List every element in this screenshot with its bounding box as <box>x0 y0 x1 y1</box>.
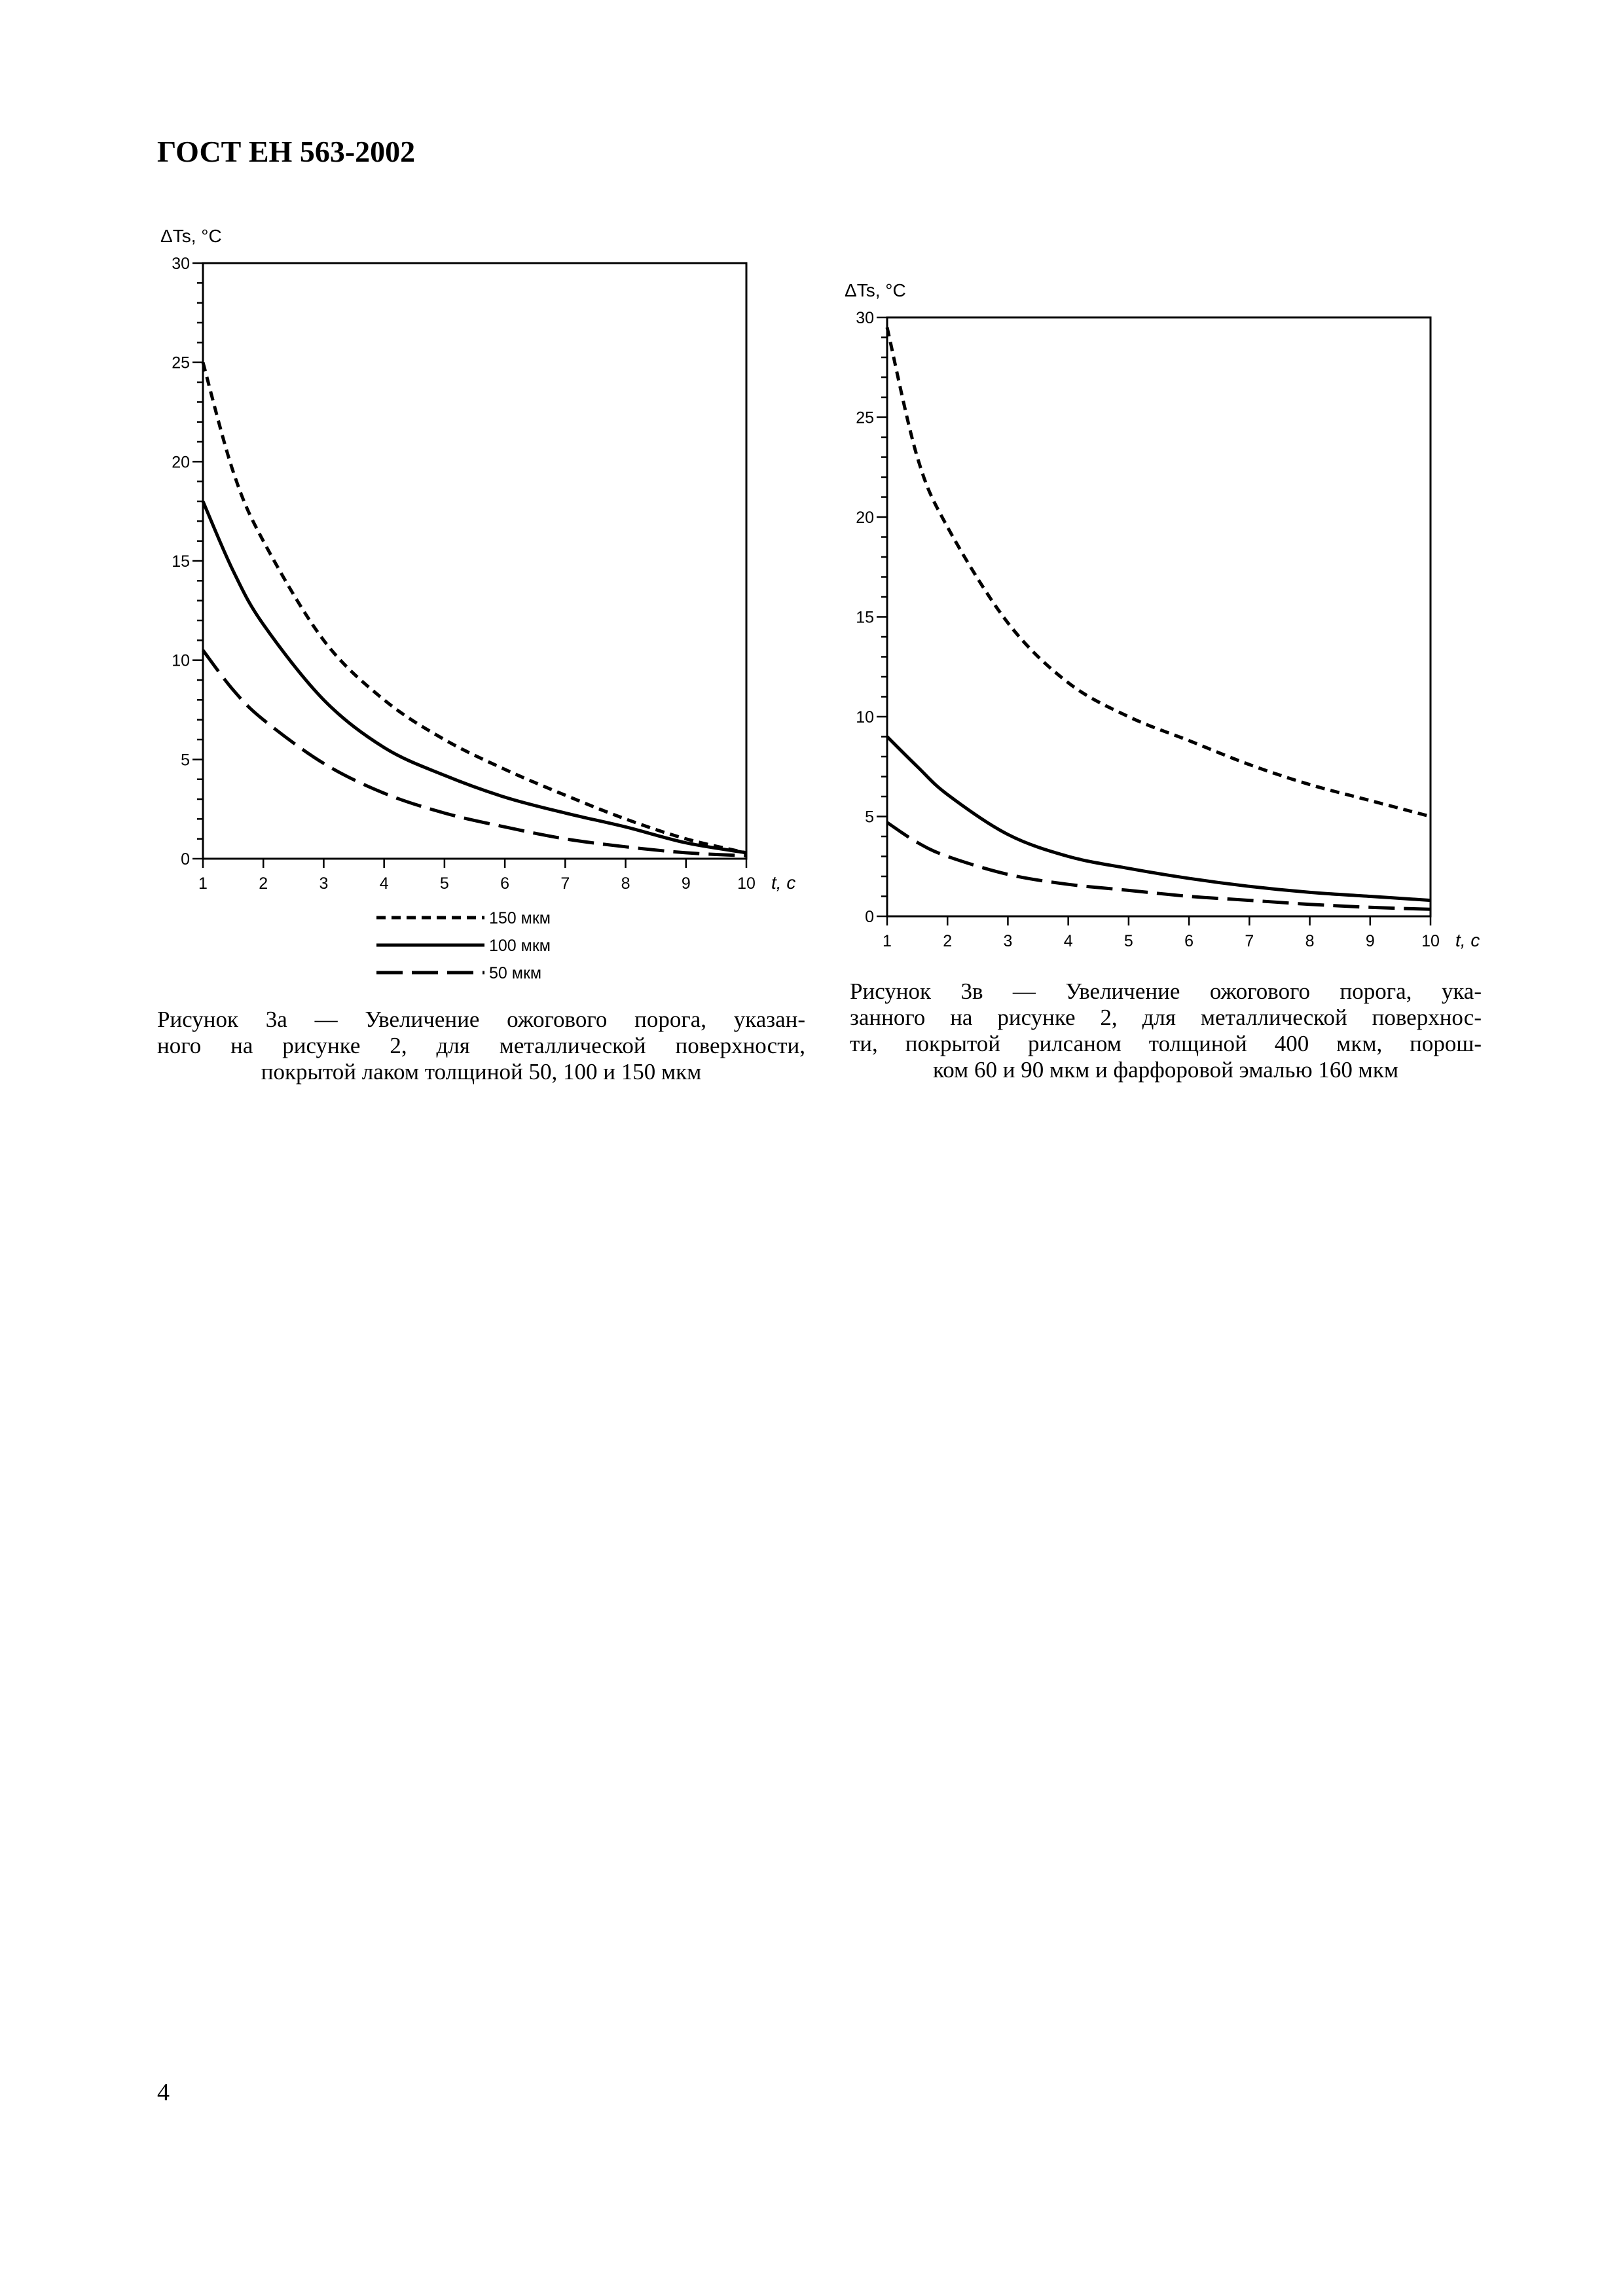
series-line-1 <box>203 363 746 853</box>
x-axis-label: t, с <box>1455 930 1480 950</box>
x-tick-label: 2 <box>943 932 953 950</box>
y-tick-label: 25 <box>172 353 190 372</box>
y-tick-label: 30 <box>856 309 874 327</box>
x-tick-label: 10 <box>1421 932 1440 950</box>
legend-label: 100 мкм <box>489 937 551 955</box>
y-tick-label: 15 <box>172 552 190 571</box>
x-tick-label: 1 <box>198 874 208 893</box>
page-number: 4 <box>157 2079 170 2106</box>
y-tick-label: 0 <box>865 908 874 926</box>
x-tick-label: 8 <box>1305 932 1315 950</box>
x-axis-label: t, с <box>771 872 796 893</box>
caption-line: ком 60 и 90 мкм и фарфоровой эмалью 160 мкм <box>933 1057 1398 1083</box>
caption-line: ного на рисунке 2, для металлической поверхности, <box>157 1033 805 1058</box>
x-tick-label: 6 <box>1184 932 1194 950</box>
plot-frame <box>203 263 746 859</box>
series-line-2 <box>887 737 1431 901</box>
x-tick-label: 7 <box>1245 932 1254 950</box>
x-tick-label: 3 <box>1003 932 1013 950</box>
caption-line: Рисунок 3в — Увеличение ожогового порога, ука- <box>850 978 1482 1004</box>
x-tick-label: 4 <box>1063 932 1073 950</box>
series-line-3 <box>203 651 746 856</box>
y-tick-label: 5 <box>865 808 874 827</box>
series-line-1 <box>887 327 1431 816</box>
chart-3b <box>845 280 1480 950</box>
caption-figure-3b <box>850 978 1482 1083</box>
x-tick-label: 5 <box>439 874 449 893</box>
y-tick-label: 15 <box>856 608 874 627</box>
page-title: ГОСТ ЕН 563-2002 <box>157 135 416 168</box>
y-tick-label: 10 <box>856 708 874 726</box>
y-tick-label: 20 <box>856 509 874 527</box>
caption-line: ти, покрытой рилсаном толщиной 400 мкм, порош- <box>850 1031 1482 1056</box>
legend-label: 150 мкм <box>489 909 551 927</box>
x-tick-label: 1 <box>883 932 892 950</box>
x-tick-label: 8 <box>621 874 630 893</box>
y-tick-label: 0 <box>181 850 190 869</box>
x-tick-label: 9 <box>1365 932 1375 950</box>
y-axis-label: ΔTs, °C <box>845 280 906 300</box>
y-axis-label: ΔTs, °C <box>160 226 222 246</box>
x-tick-label: 9 <box>681 874 691 893</box>
plot-frame <box>887 317 1431 916</box>
caption-figure-3a <box>157 1007 805 1085</box>
y-tick-label: 25 <box>856 408 874 427</box>
y-tick-label: 20 <box>172 453 190 472</box>
x-tick-label: 3 <box>319 874 329 893</box>
y-tick-label: 30 <box>172 255 190 273</box>
x-tick-label: 4 <box>379 874 389 893</box>
series-line-2 <box>203 501 746 853</box>
caption-line: занного на рисунке 2, для металлической поверхнос- <box>850 1005 1482 1030</box>
chart-3a <box>160 226 795 982</box>
x-tick-label: 10 <box>737 874 756 893</box>
y-tick-label: 10 <box>172 651 190 670</box>
x-tick-label: 2 <box>259 874 268 893</box>
caption-line: Рисунок 3а — Увеличение ожогового порога, указан- <box>157 1007 805 1032</box>
y-tick-label: 5 <box>181 751 190 770</box>
x-tick-label: 5 <box>1123 932 1133 950</box>
x-tick-label: 6 <box>500 874 510 893</box>
x-tick-label: 7 <box>560 874 570 893</box>
caption-line: покрытой лаком толщиной 50, 100 и 150 мкм <box>261 1059 702 1085</box>
legend-label: 50 мкм <box>489 964 542 982</box>
